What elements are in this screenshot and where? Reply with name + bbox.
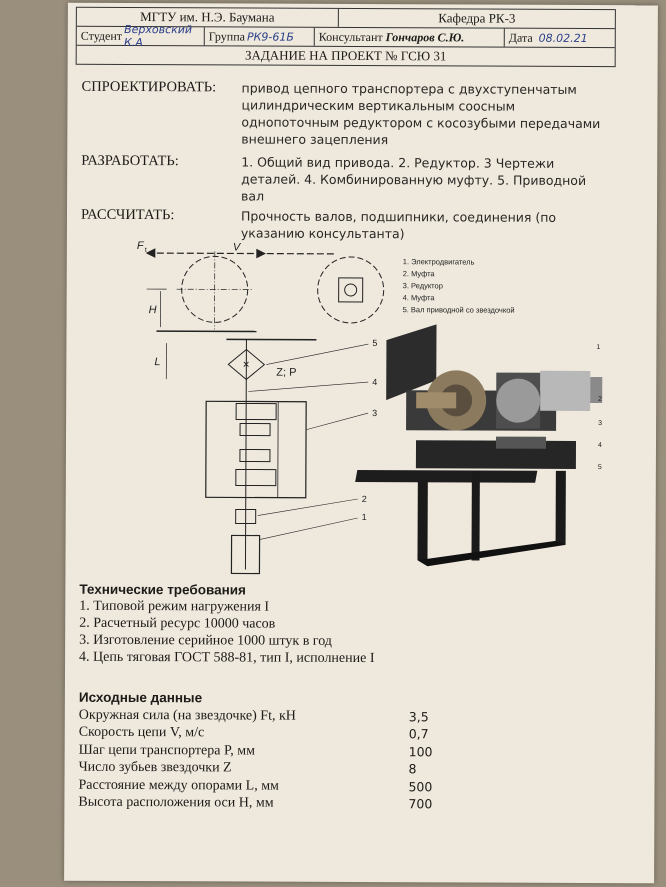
param-value: 500 — [408, 778, 433, 794]
requirements-block — [79, 581, 375, 667]
source-data-row — [79, 724, 519, 743]
drive-diagram — [135, 239, 606, 581]
param-name: Скорость цепи V, м/с — [78, 724, 205, 741]
requirement-item: 4. Цепь тяговая ГОСТ 588-81, тип I, исполнение I — [79, 649, 375, 667]
velocity-arrow-icon — [257, 250, 265, 258]
section-label: РАЗРАБОТАТЬ: — [81, 152, 179, 170]
requirement-item: 1. Типовой режим нагружения I — [79, 598, 270, 615]
zp-label: Z; P — [276, 366, 297, 379]
consultant-name: Гончаров С.Ю. — [385, 29, 465, 44]
gear-icon — [240, 449, 270, 461]
photo-callout: 5 — [597, 464, 602, 472]
assignment-sheet — [64, 3, 658, 884]
group-value: РК9-61Б — [246, 29, 294, 44]
photo-callout: 3 — [598, 420, 603, 428]
requirements-title: Технические требования — [79, 581, 246, 598]
callout-number: 1 — [361, 512, 367, 523]
source-data-row — [78, 776, 518, 795]
param-name: Расстояние между опорами L, мм — [78, 777, 279, 794]
student-label: Студент — [80, 28, 123, 43]
height-label: H — [148, 304, 157, 317]
param-name: Окружная сила (на звездочке) Ft, кН — [78, 707, 296, 724]
gear-icon — [236, 469, 276, 485]
param-value: 100 — [408, 743, 433, 759]
cross-mark: ✕ — [242, 359, 250, 370]
header-table — [76, 7, 616, 67]
photo-callout: 2 — [598, 396, 603, 404]
bearing-box — [339, 278, 363, 302]
param-value: 0,7 — [408, 726, 429, 742]
requirement-item: 3. Изготовление серийное 1000 штук в год — [79, 632, 332, 649]
callout-number: 4 — [372, 377, 378, 388]
length-label: L — [154, 356, 161, 369]
param-name: Число зубьев звездочки Z — [78, 759, 232, 776]
drive-3d-illustration — [355, 324, 603, 567]
section-text: 1. Общий вид привода. 2. Редуктор. 3 Чертежи деталей. 4. Комбинированную муфту. 5. Приводной вал — [241, 154, 587, 204]
task-title: ЗАДАНИЕ НА ПРОЕКТ № ГСЮ 31 — [244, 47, 447, 64]
source-data-block — [78, 689, 519, 813]
section-design — [81, 79, 641, 151]
legend-item: 4. Муфта — [402, 293, 435, 303]
param-value: 8 — [408, 761, 417, 777]
date-label: Дата — [508, 30, 533, 45]
consultant-cell — [315, 28, 505, 47]
force-label: F — [136, 240, 144, 253]
param-value: 700 — [408, 796, 433, 812]
param-name: Высота расположения оси H, мм — [78, 794, 274, 811]
consultant-label: Консультант — [318, 29, 383, 44]
group-label: Группа — [208, 28, 246, 43]
requirement-item: 2. Расчетный ресурс 10000 часов — [79, 615, 276, 632]
section-text: Прочность валов, подшипники, соединения (по указанию консультанта) — [240, 208, 557, 242]
section-label: СПРОЕКТИРОВАТЬ: — [81, 78, 217, 96]
chain-line — [147, 253, 337, 254]
source-data-row — [79, 741, 519, 760]
source-data-row — [79, 759, 519, 778]
department-cell: Кафедра РК-3 — [438, 10, 516, 26]
section-text: привод цепного транспортера с двухступенчатым цилиндрическим вертикальным соосным однопоточным редуктором с косозубыми передачами внешнего зацепления — [241, 80, 601, 148]
shaft-icon — [345, 284, 357, 296]
student-cell — [77, 22, 205, 50]
source-data-row — [79, 706, 519, 725]
callout-number: 3 — [372, 408, 378, 419]
legend-item: 5. Вал приводной со звездочкой — [402, 305, 515, 315]
source-data-title: Исходные данные — [78, 689, 203, 706]
section-label: РАССЧИТАТЬ: — [80, 206, 175, 224]
date-cell — [505, 29, 615, 47]
legend-item: 2. Муфта — [402, 269, 435, 279]
gear-icon — [240, 423, 270, 435]
group-cell — [205, 27, 315, 45]
university-cell: МГТУ им. Н.Э. Баумана — [77, 8, 339, 27]
photo-callout: 4 — [597, 442, 602, 450]
legend-item: 3. Редуктор — [402, 281, 443, 291]
photo-callout: 1 — [596, 344, 601, 352]
callout-number: 2 — [361, 494, 367, 505]
param-name: Шаг цепи транспортера P, мм — [78, 742, 255, 759]
sprocket-right — [318, 257, 384, 323]
force-sub: t — [144, 247, 147, 255]
callout-number: 5 — [372, 338, 378, 349]
legend-item: 1. Электродвигатель — [402, 257, 475, 267]
gear-icon — [236, 403, 276, 419]
section-develop — [81, 153, 641, 205]
param-value: 3,5 — [408, 708, 429, 724]
force-arrow-icon — [144, 247, 155, 257]
student-name: Верховский К.А — [123, 22, 193, 50]
date-value: 08.02.21 — [538, 31, 588, 45]
source-data-row — [78, 794, 518, 813]
velocity-label: V — [232, 241, 241, 254]
